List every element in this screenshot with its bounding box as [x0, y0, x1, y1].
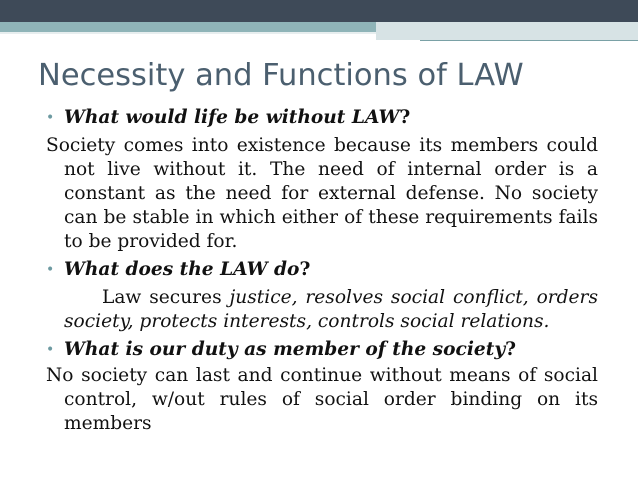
- answer-2-lead: Law secures: [102, 287, 230, 308]
- answer-2-italic: justice, resolves social conflict, orders society, protects interests, controls social relations.: [64, 287, 598, 332]
- question-3: [46, 338, 598, 362]
- header-right-block: [376, 22, 638, 40]
- header-right-line: [420, 40, 638, 41]
- question-1-text: What would life be without LAW: [64, 107, 400, 128]
- question-3-mark: ?: [505, 339, 517, 360]
- question-2-text: What does the LAW do: [64, 259, 300, 280]
- header-dark-bar: [0, 0, 638, 22]
- question-2: [46, 258, 598, 282]
- slide-title: Necessity and Functions of LAW: [38, 58, 524, 93]
- answer-2: [46, 286, 598, 334]
- bullet-icon: •: [46, 110, 55, 126]
- question-1-mark: ?: [399, 107, 411, 128]
- question-3-text: What is our duty as member of the society: [64, 339, 506, 360]
- bullet-icon: •: [46, 342, 55, 358]
- slide-content: [46, 106, 598, 436]
- question-1: [46, 106, 598, 130]
- question-2-mark: ?: [299, 259, 311, 280]
- answer-1: Society comes into existence because its members could not live without it. The need of internal order is a constant as the need for external defense. No society can be stable in which either of these requirements fails to be provided for.: [46, 135, 598, 252]
- bullet-icon: •: [46, 262, 55, 278]
- answer-3: No society can last and continue without means of social control, w/out rules of social order binding on its members: [46, 365, 598, 434]
